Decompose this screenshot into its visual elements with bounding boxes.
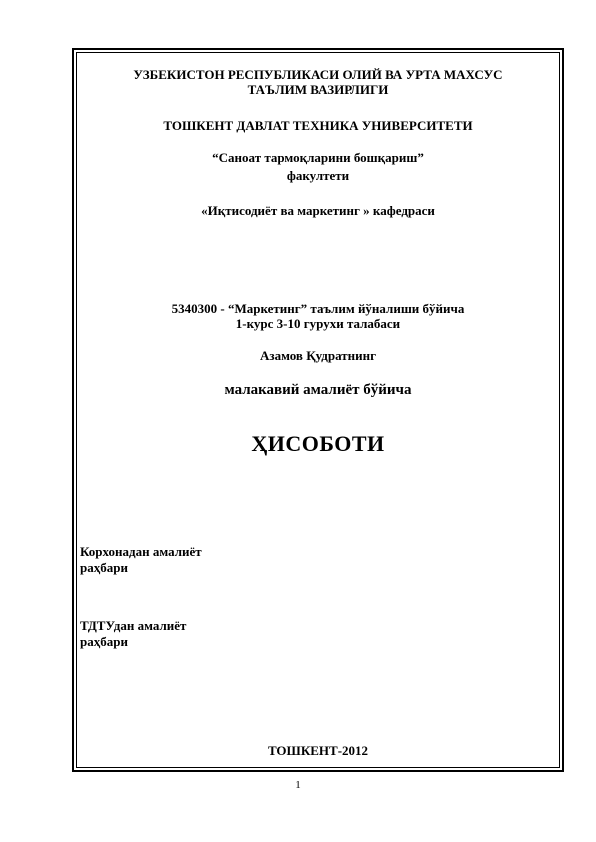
ministry-line-1: УЗБЕКИСТОН РЕСПУБЛИКАСИ ОЛИЙ ВА УРТА МАХСУС	[133, 67, 503, 82]
company-supervisor-label-1: Корхонадан амалиёт	[80, 544, 202, 559]
company-supervisor-label-2: раҳбари	[80, 560, 128, 575]
report-title: ҲИСОБОТИ	[251, 431, 385, 456]
city-year: ТОШКЕНТ-2012	[267, 743, 369, 758]
page-number: 1	[295, 779, 301, 791]
faculty-label: факултети	[286, 168, 350, 183]
ministry-line-2: ТАЪЛИМ ВАЗИРЛИГИ	[247, 82, 389, 97]
university-supervisor-label-1: ТДТУдан амалиёт	[80, 618, 187, 633]
report-subtitle: малакавий амалиёт бўйича	[224, 382, 412, 398]
university-name: ТОШКЕНТ ДАВЛАТ ТЕХНИКА УНИВЕРСИТЕТИ	[163, 118, 473, 133]
program-line: 5340300 - “Маркетинг” таълим йўналиши бўйича	[171, 301, 465, 316]
course-group-line: 1-курс 3-10 гурухи талабаси	[235, 316, 401, 331]
faculty-name: “Саноат тармоқларини бошқариш”	[212, 150, 424, 165]
university-supervisor-label-2: раҳбари	[80, 634, 128, 649]
department-name: «Иқтисодиёт ва маркетинг » кафедраси	[201, 203, 435, 218]
student-name: Азамов Қудратнинг	[259, 348, 377, 363]
